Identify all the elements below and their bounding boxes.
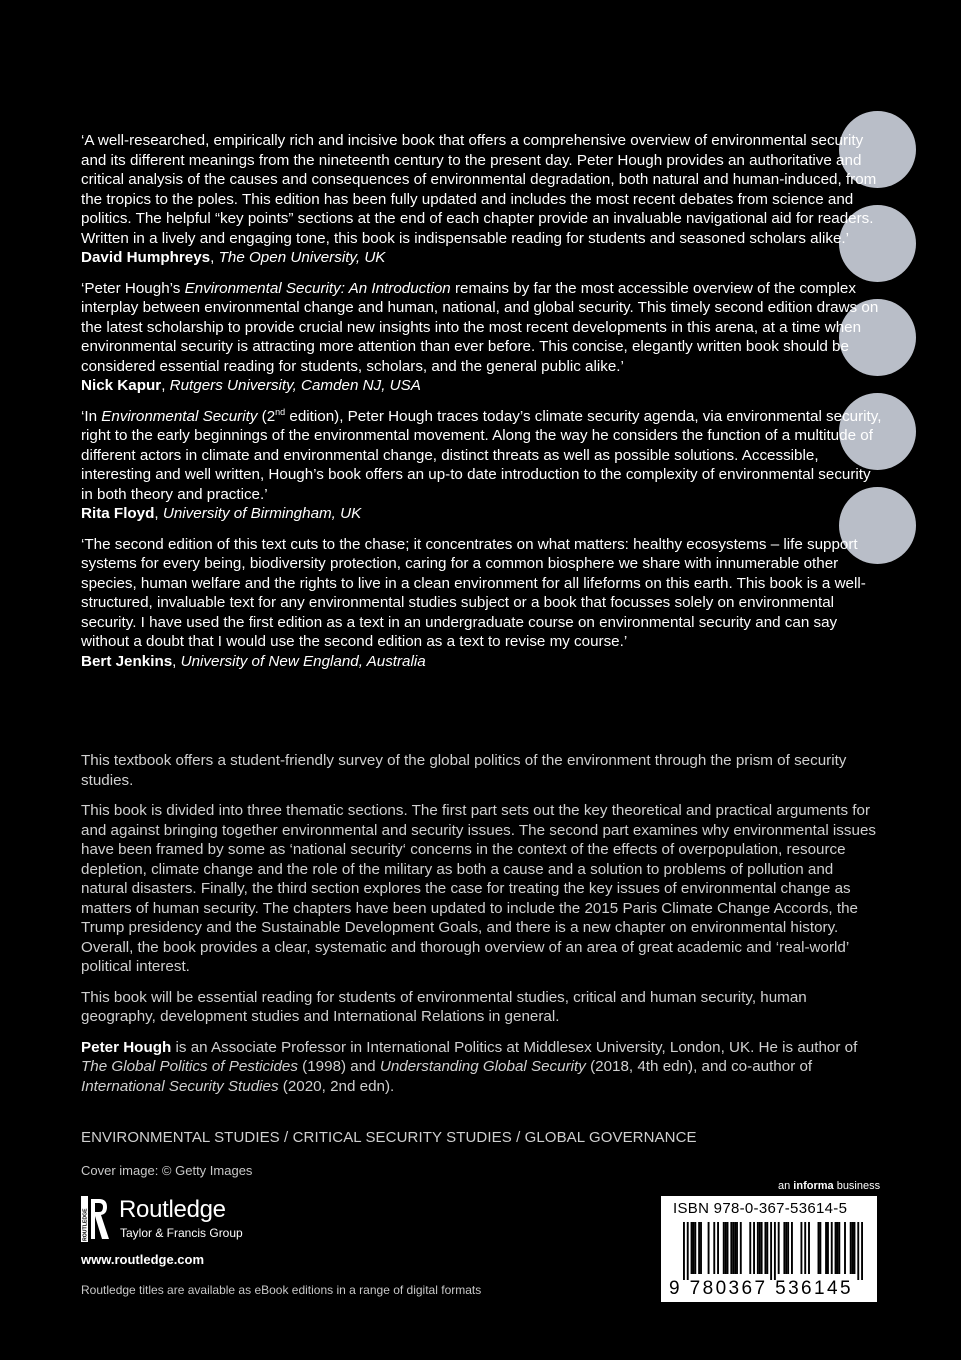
bio-segment: (2020, 2nd edn).	[278, 1077, 395, 1095]
barcode-bar	[766, 1222, 768, 1274]
quote-segment: ‘Peter Hough’s	[81, 279, 185, 297]
barcode-bar	[861, 1222, 863, 1280]
barcode-bar	[761, 1222, 763, 1274]
barcode-bar	[850, 1222, 852, 1274]
barcode-bar	[687, 1222, 689, 1280]
barcode-bar	[854, 1222, 856, 1274]
routledge-mark-icon	[81, 1196, 111, 1242]
reviewer-affiliation: University of Birmingham, UK	[162, 505, 362, 522]
barcode-bar	[838, 1222, 840, 1274]
bio-segment: Peter Hough	[81, 1038, 172, 1056]
endorsement-author: Nick Kapur, Rutgers University, Camden NJ, USA	[81, 377, 421, 394]
barcode-bar	[757, 1222, 759, 1274]
barcode-bar	[691, 1222, 693, 1274]
quote-segment: nd	[275, 406, 286, 417]
description-paragraph: This textbook offers a student-friendly survey of the global politics of the environment through the prism of security studies.	[81, 752, 847, 789]
barcode-bar	[730, 1222, 732, 1274]
publisher-name: Routledge	[119, 1196, 226, 1223]
bio-segment: International Security Studies	[81, 1077, 279, 1095]
routledge-mark-text: ROUTLEDGE	[82, 1208, 89, 1241]
barcode-bar	[764, 1222, 766, 1274]
quote-segment: edition), Peter Hough traces today’s climate security agenda, via environmental security, right to the early beginnings of the environmental movement. Along the way he considers the function of a multitude of different actors in climate and environmental change, distinct threats as well as possible solutions. Accessible, interesting and well written, Hough’s book offers an up-to date introduction to the complexity of environmental security in both theory and practice.’	[81, 407, 882, 503]
description-paragraph: This book will be essential reading for students of environmental studies, critical and human security, human geography, development studies and International Relations in general.	[81, 988, 807, 1025]
informa-brand: informa	[793, 1180, 834, 1192]
reviewer-name: Rita Floyd	[81, 505, 155, 522]
barcode-bar	[774, 1222, 776, 1280]
barcode-bar	[778, 1222, 780, 1274]
quote-segment: ‘The second edition of this text cuts to the chase; it concentrates on what matters: healthy ecosystems – life support systems for every being, biodiversity protection, caring for a common biosphere we share with innumerable other species, human welfare and the rights to live in a clean environment for all lifeforms on this earth. This book is a well-structured, invaluable text for any environmental studies subject or a book that focusses solely on environmental security. I have used the first edition as a text in an undergraduate course on environmental security and can say without a doubt that I would use the second edition as a text to revise my course.’	[81, 535, 866, 650]
quote-segment: Environmental Security: An Introduction	[184, 279, 451, 297]
endorsement-quote	[81, 131, 886, 268]
barcode-bar	[708, 1222, 710, 1274]
barcode-bar	[835, 1222, 837, 1274]
bio-segment: The Global Politics of Pesticides	[81, 1058, 298, 1075]
barcode-bar	[717, 1222, 719, 1274]
barcode-bar	[852, 1222, 854, 1274]
barcode-bar	[827, 1222, 829, 1274]
reviewer-affiliation: University of New England, Australia	[180, 652, 426, 670]
barcode-bar	[791, 1222, 793, 1274]
barcode-bar	[736, 1222, 738, 1274]
reviewer-name: David Humphreys	[81, 249, 211, 266]
quote-segment: remains by far the most accessible overview of the complex interplay between environmental change and human, national, and global security. This timely second edition draws on the latest scholarship to provide crucial new insights into the most recent developments in this arena, at a time when environmental security is attracting more attention than ever before. This concise, elegantly written book should be considered essential reading for students, scholars, and the general public alike.’	[81, 279, 879, 375]
publisher-website[interactable]: www.routledge.com	[81, 1252, 205, 1267]
barcode-bar	[857, 1222, 859, 1280]
reviewer-name: Nick Kapur	[81, 377, 162, 394]
bio-segment: Understanding Global Security	[379, 1058, 586, 1075]
author-bio	[81, 1038, 881, 1097]
barcode-bar	[818, 1222, 820, 1274]
barcode-bar	[844, 1222, 846, 1274]
book-description	[81, 751, 881, 1107]
routledge-logo	[81, 1196, 281, 1242]
barcode-bar	[694, 1222, 696, 1274]
subject-categories: ENVIRONMENTAL STUDIES / CRITICAL SECURITY STUDIES / GLOBAL GOVERNANCE	[81, 1129, 697, 1146]
bio-segment: (1998) and	[297, 1058, 380, 1075]
barcode-bar	[836, 1222, 838, 1274]
barcode-bar	[808, 1222, 810, 1274]
barcode-icon	[683, 1222, 863, 1280]
barcode-bar	[825, 1222, 827, 1274]
barcode-bar	[804, 1222, 806, 1274]
reviewer-affiliation: The Open University, UK	[218, 249, 386, 266]
quote-segment: ‘In	[81, 407, 102, 425]
endorsement-quote	[81, 407, 886, 524]
description-paragraph: This book is divided into three thematic sections. The first part sets out the key theoretical and practical arguments for and against bringing together environmental and security issues. The second part examines why environmental issues have been framed by some as ‘national security‘ concerns in the context of the effects of overpopulation, resource depletion, climate change and the role of the military as both a cause and a solution to problems of pollution and natural disasters. Finally, the third section explores the case for treating the key issues of environmental change as matters of human security. The chapters have been updated to include the 2015 Paris Climate Change Accords, the Trump presidency and the Sustainable Development Goals, and there is a new chapter on environmental history. Overall, the book provides a clear, systematic and thorough overview of an area of great academic and ‘real-world’ political interest.	[81, 802, 876, 975]
barcode-bar	[831, 1222, 833, 1274]
publisher-subtitle: Taylor & Francis Group	[120, 1226, 243, 1240]
endorsement-author: Rita Floyd, University of Birmingham, UK	[81, 505, 362, 522]
informa-business-tag	[778, 1180, 880, 1192]
endorsement-quote	[81, 279, 886, 396]
informa-suffix: business	[833, 1180, 881, 1192]
ebook-note: Routledge titles are available as eBook editions in a range of digital formats	[81, 1283, 482, 1297]
barcode-bar	[727, 1222, 729, 1274]
cover-credit: Cover image: © Getty Images	[81, 1163, 253, 1178]
barcode-bar	[819, 1222, 821, 1274]
barcode-bar	[692, 1222, 694, 1274]
barcode-bar	[800, 1222, 802, 1274]
barcode-bar	[740, 1222, 742, 1274]
barcode-bar	[749, 1222, 751, 1274]
informa-prefix: an	[778, 1180, 794, 1192]
barcode-bar	[753, 1222, 755, 1274]
barcode-bar	[725, 1222, 727, 1274]
barcode-bar	[700, 1222, 702, 1274]
quote-segment: ‘A well-researched, empirically rich and incisive book that offers a comprehensive overview of environmental security and its different meanings from the nineteenth century to the present day. Peter Hough provides an authoritative and critical analysis of the causes and consequences of environmental degradation, both natural and human-induced, from the tropics to the poles. This edition has been fully updated and includes the most recent debates from science and politics. The helpful “key points” sections at the end of each chapter provide an invaluable navigational aid for readers. Written in a lively and engaging tone, this book is indispensable reading for students and seasoned scholars alike.’	[81, 132, 877, 247]
isbn-label: ISBN 978-0-367-53614-5	[673, 1200, 848, 1217]
barcode-bar	[783, 1222, 785, 1274]
barcode-bar	[723, 1222, 725, 1274]
isbn-digits: 9 780367 536145	[669, 1278, 853, 1299]
isbn-barcode	[661, 1196, 877, 1302]
endorsement-author: Bert Jenkins, University of New England, Australia	[81, 652, 426, 670]
barcode-bar	[732, 1222, 734, 1274]
bio-segment: (2018, 4th edn), and co-author of	[585, 1058, 813, 1075]
reviewer-name: Bert Jenkins	[81, 652, 173, 670]
barcode-bar	[787, 1222, 789, 1274]
barcode-bar	[734, 1222, 736, 1274]
bio-segment: is an Associate Professor in International Politics at Middlesex University, London, UK. He is author of	[171, 1038, 858, 1056]
reviewer-affiliation: Rutgers University, Camden NJ, USA	[169, 377, 421, 394]
endorsements	[81, 131, 886, 682]
barcode-bar	[770, 1222, 772, 1280]
barcode-bar	[713, 1222, 715, 1274]
endorsement-author: David Humphreys, The Open University, UK	[81, 249, 386, 266]
barcode-bar	[698, 1222, 700, 1274]
endorsement-quote	[81, 535, 886, 672]
barcode-bar	[759, 1222, 761, 1274]
barcode-bar	[683, 1222, 685, 1280]
quote-segment: Environmental Security	[101, 407, 258, 425]
barcode-bar	[785, 1222, 787, 1274]
quote-segment: (2	[257, 407, 276, 425]
